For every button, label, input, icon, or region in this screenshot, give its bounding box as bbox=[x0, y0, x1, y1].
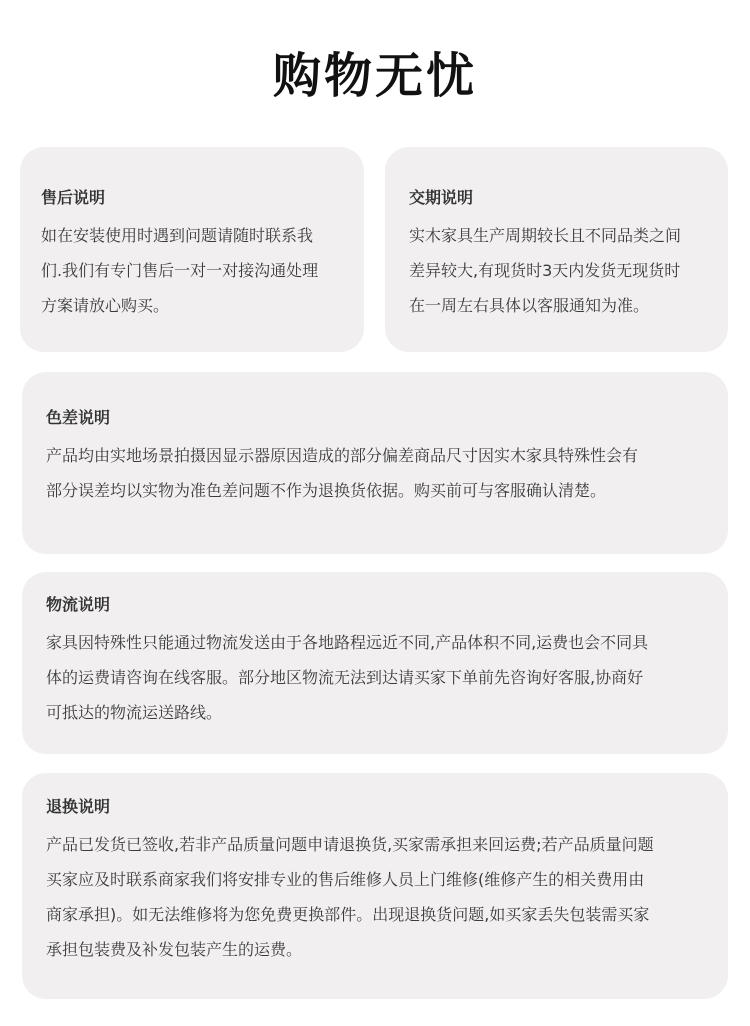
logistics-line: 可抵达的物流运送路线。 bbox=[46, 703, 223, 722]
color-difference-line: 产品均由实地场景拍摄因显示器原因造成的部分偏差商品尺寸因实木家具特殊性会有 bbox=[46, 446, 639, 465]
returns-line: 产品已发货已签收,若非产品质量问题申请退换货,买家需承担来回运费;若产品质量问题 bbox=[46, 835, 654, 854]
after-sales-line: 方案请放心购买。 bbox=[41, 296, 170, 315]
after-sales-line: 们.我们有专门售后一对一对接沟通处理 bbox=[41, 261, 319, 280]
logistics-card bbox=[22, 572, 728, 754]
delivery-text bbox=[409, 218, 714, 323]
logistics-title: 物流说明 bbox=[46, 595, 111, 614]
returns-card bbox=[22, 773, 728, 999]
logistics-text bbox=[46, 625, 710, 730]
color-difference-text bbox=[46, 438, 710, 508]
color-difference-title: 色差说明 bbox=[46, 408, 111, 427]
color-difference-line: 部分误差均以实物为准色差问题不作为退换货依据。购买前可与客服确认清楚。 bbox=[46, 481, 607, 500]
returns-line: 买家应及时联系商家我们将安排专业的售后维修人员上门维修(维修产生的相关费用由 bbox=[46, 870, 645, 889]
after-sales-line: 如在安装使用时遇到问题请随时联系我 bbox=[41, 226, 314, 245]
after-sales-text bbox=[41, 218, 350, 323]
after-sales-card bbox=[20, 147, 364, 352]
delivery-card bbox=[385, 147, 728, 352]
after-sales-title: 售后说明 bbox=[41, 188, 106, 207]
color-difference-card bbox=[22, 372, 728, 554]
returns-line: 商家承担)。如无法维修将为您免费更换部件。出现退换货问题,如买家丢失包装需买家 bbox=[46, 905, 650, 924]
logistics-line: 体的运费请咨询在线客服。部分地区物流无法到达请买家下单前先咨询好客服,协商好 bbox=[46, 668, 644, 687]
returns-line: 承担包装费及补发包装产生的运费。 bbox=[46, 940, 303, 959]
logistics-line: 家具因特殊性只能通过物流发送由于各地路程远近不同,产品体积不同,运费也会不同具 bbox=[46, 633, 649, 652]
delivery-line: 差异较大,有现货时3天内发货无现货时 bbox=[409, 261, 681, 280]
delivery-title: 交期说明 bbox=[409, 188, 474, 207]
returns-title: 退换说明 bbox=[46, 797, 111, 816]
page-title: 购物无忧 bbox=[272, 48, 477, 104]
delivery-line: 实木家具生产周期较长且不同品类之间 bbox=[409, 226, 682, 245]
returns-text bbox=[46, 827, 710, 967]
delivery-line: 在一周左右具体以客服通知为准。 bbox=[409, 296, 650, 315]
